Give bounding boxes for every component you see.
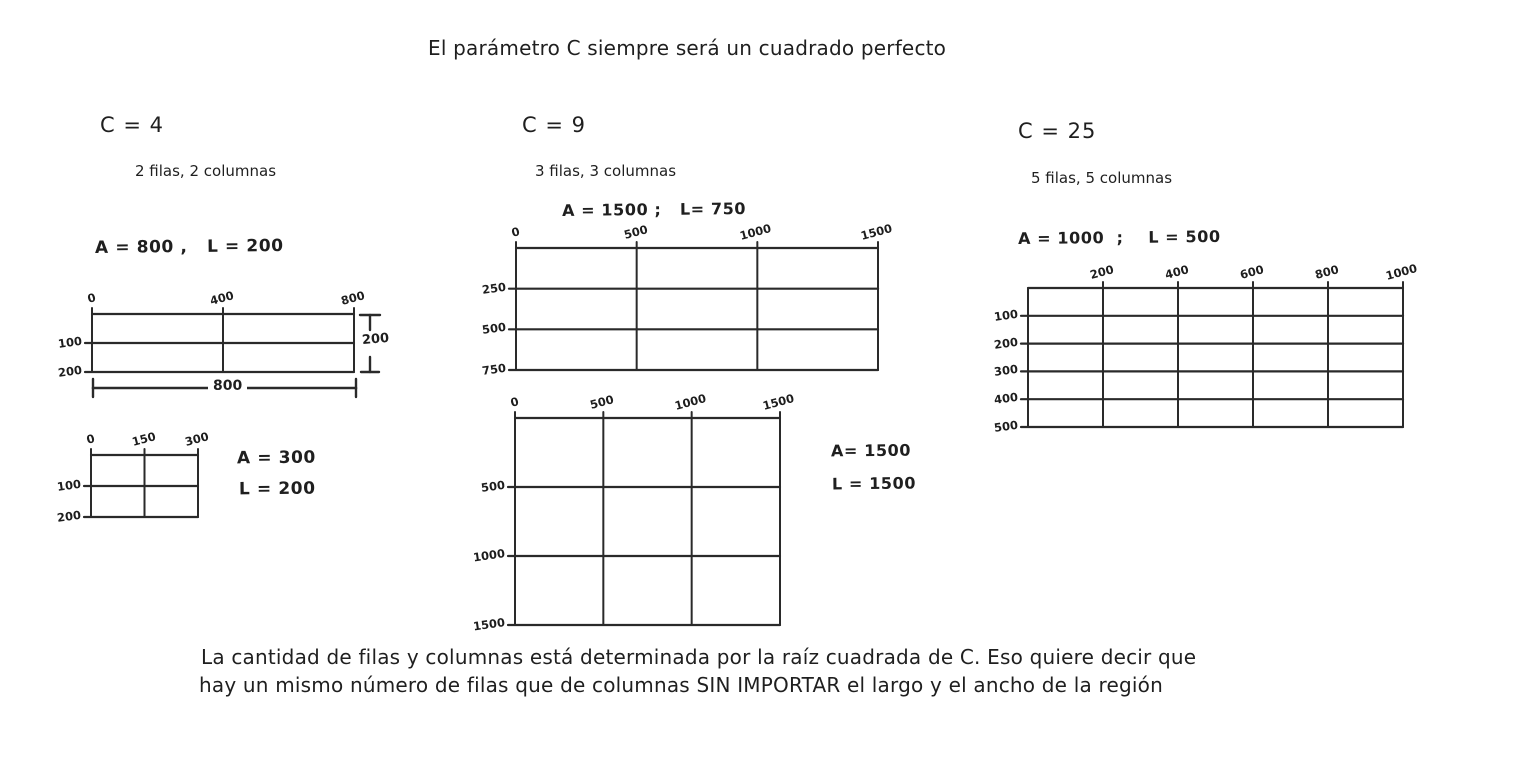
x-tick-label: 0	[508, 394, 521, 410]
x-tick-label: 1000	[1384, 261, 1419, 283]
section-c4-subheading: 2 filas, 2 columnas	[135, 162, 277, 180]
y-tick-label: 200	[993, 334, 1019, 352]
y-tick-label: 750	[481, 360, 507, 378]
width-dimension-label: 800	[208, 378, 247, 394]
grid-c4-a300-l200	[56, 429, 211, 525]
x-tick-label: 1500	[761, 391, 796, 413]
c4-example2-area-label: A = 300	[236, 447, 317, 469]
grid-lines	[81, 445, 208, 527]
x-tick-label: 400	[1163, 262, 1191, 282]
x-tick-label: 0	[84, 431, 97, 447]
grid-c9-a1500-l750	[481, 221, 894, 378]
grid-lines	[1018, 278, 1413, 437]
grid-c25-a1000-l500	[993, 261, 1419, 435]
x-tick-label: 200	[1088, 262, 1116, 282]
y-tick-label: 400	[993, 389, 1019, 408]
c9-example2-area-label: A= 1500	[830, 440, 912, 461]
x-tick-label: 1000	[738, 221, 774, 243]
y-tick-label: 500	[480, 477, 506, 495]
footer-note-line1: La cantidad de filas y columnas está determinada por la raíz cuadrada de C. Eso quiere decir que	[201, 645, 1197, 669]
footer-note-line2: hay un mismo número de filas que de columnas SIN IMPORTAR el largo y el ancho de la región	[199, 673, 1163, 697]
c9-example2-length-label: L = 1500	[831, 473, 917, 494]
x-tick-label: 0	[509, 224, 522, 240]
grid-c9-a1500-l1500	[472, 391, 796, 634]
y-tick-label: 500	[481, 320, 507, 338]
c25-example1-label: A = 1000 ; L = 500	[1017, 226, 1221, 249]
section-c25-subheading: 5 filas, 5 columnas	[1031, 169, 1173, 187]
grid-lines	[505, 408, 790, 635]
x-tick-label: 0	[85, 290, 98, 306]
x-tick-label: 150	[129, 429, 157, 449]
y-tick-label: 100	[993, 306, 1019, 324]
x-tick-label: 500	[588, 392, 616, 412]
grid-lines	[82, 304, 364, 382]
height-dimension-label: 200	[361, 330, 390, 349]
y-tick-label: 300	[993, 362, 1019, 380]
y-tick-label: 1000	[472, 546, 506, 565]
y-tick-label: 100	[56, 476, 82, 494]
x-tick-label: 1000	[672, 391, 708, 413]
x-tick-label: 1500	[859, 221, 894, 243]
grid-lines	[506, 238, 888, 380]
c9-example1-label: A = 1500 ; L= 750	[561, 199, 747, 220]
y-tick-label: 100	[57, 333, 83, 351]
section-c25-heading: C = 25	[1018, 119, 1097, 143]
c4-example2-length-label: L = 200	[238, 478, 316, 500]
section-c9-subheading: 3 filas, 3 columnas	[535, 162, 677, 180]
section-c4-heading: C = 4	[100, 113, 164, 137]
x-tick-label: 500	[622, 222, 649, 242]
x-tick-label: 800	[1313, 262, 1341, 282]
x-tick-label: 400	[208, 288, 236, 308]
y-tick-label: 200	[57, 362, 83, 380]
grid-c4-a800-l200	[57, 288, 367, 380]
y-tick-label: 500	[993, 417, 1019, 435]
c4-example1-label: A = 800 , L = 200	[94, 236, 284, 258]
page-title: El parámetro C siempre será un cuadrado perfecto	[428, 36, 947, 60]
y-tick-label: 1500	[472, 615, 506, 634]
x-tick-label: 300	[183, 429, 211, 449]
y-tick-label: 200	[56, 507, 82, 525]
x-tick-label: 800	[339, 288, 367, 308]
y-tick-label: 250	[481, 279, 507, 297]
section-c9-heading: C = 9	[522, 113, 586, 137]
x-tick-label: 600	[1238, 262, 1266, 282]
